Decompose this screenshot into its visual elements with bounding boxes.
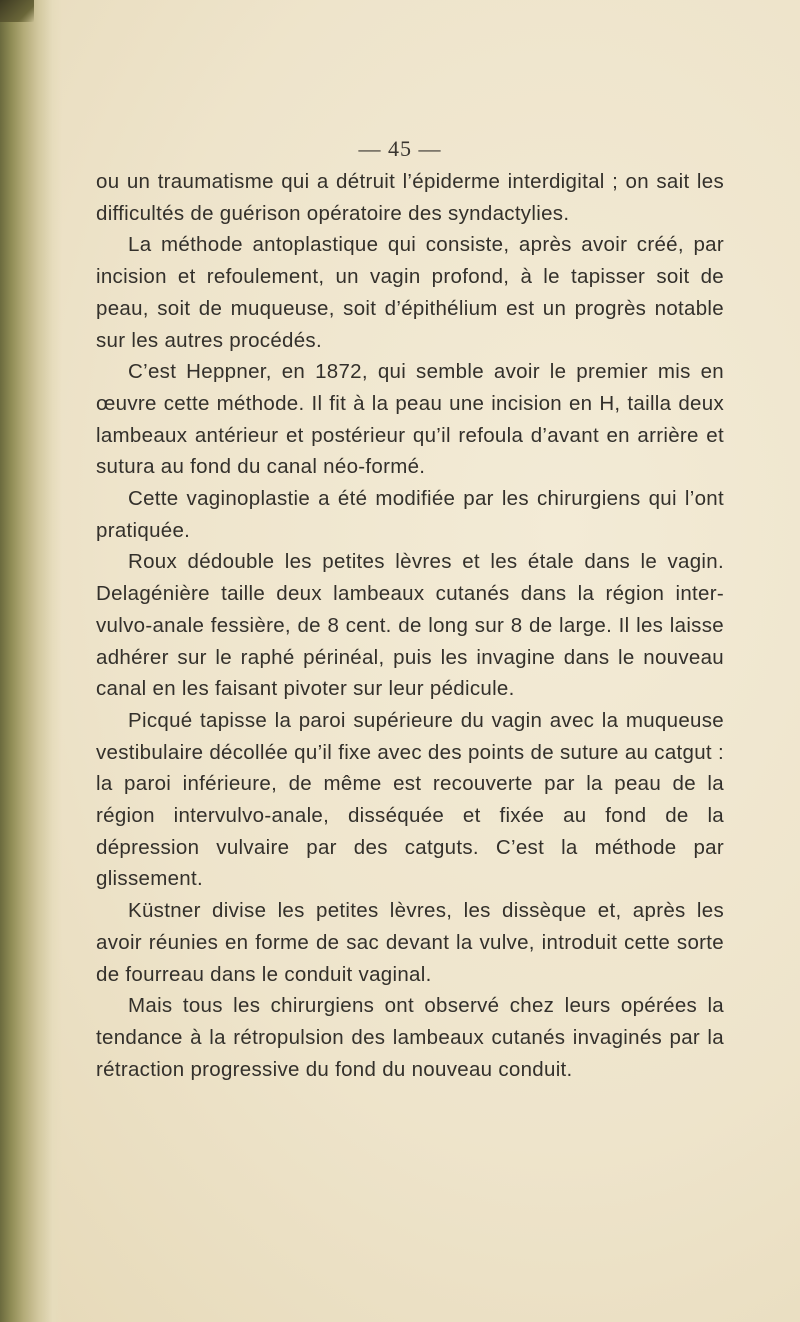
paragraph-4: Cette vaginoplastie a été modifiée par les chirurgiens qui l’ont pratiquée. xyxy=(96,487,724,542)
paragraph-2: La méthode antoplastique qui consiste, après avoir créé, par incision et refoulement, un vagin profond, à le tapisser soit de peau, soit de muqueuse, soit d’épithélium est un progrès notable sur les autres procédés. xyxy=(96,233,724,352)
page-corner-shadow xyxy=(0,0,34,22)
page-number: — 45 — xyxy=(358,136,442,161)
paragraph-1: ou un traumatisme qui a détruit l’épiderme interdigital ; on sait les difficultés de guérison opératoire des syndactylies. xyxy=(96,170,724,225)
paragraph-5: Roux dédouble les petites lèvres et les étale dans le vagin. Delagénière taille deux lambeaux cutanés dans la région inter-vulvo-anale fessière, de 8 cent. de long sur 8 de large. Il les laisse adhérer sur le raphé périnéal, puis les invagine dans le nouveau canal en les faisant pivoter sur leur pédicule. xyxy=(96,550,724,701)
paragraph-6: Picqué tapisse la paroi supérieure du vagin avec la muqueuse vestibulaire décollée qu’il fixe avec des points de suture au catgut : la paroi inférieure, de même est recouverte par la peau de la région intervulvo-anale, disséquée et fixée au fond de la dépression vulvaire par des catguts. C’est la méthode par glissement. xyxy=(96,708,724,891)
body-text xyxy=(96,166,724,1085)
paragraph-3: C’est Heppner, en 1872, qui semble avoir le premier mis en œuvre cette méthode. Il fit à la peau une incision en H, tailla deux lambeaux antérieur et postérieur qu’il refoula d’avant en arrière et sutura au fond du canal néo-formé. xyxy=(96,360,724,479)
binding-shadow xyxy=(0,0,62,1322)
paragraph-8: Mais tous les chirurgiens ont observé chez leurs opérées la tendance à la rétropulsion des lambeaux cutanés invaginés par la rétraction progressive du fond du nouveau conduit. xyxy=(96,994,724,1081)
paragraph-7: Küstner divise les petites lèvres, les dissèque et, après les avoir réunies en forme de sac devant la vulve, introduit cette sorte de fourreau dans le conduit vaginal. xyxy=(96,899,724,986)
